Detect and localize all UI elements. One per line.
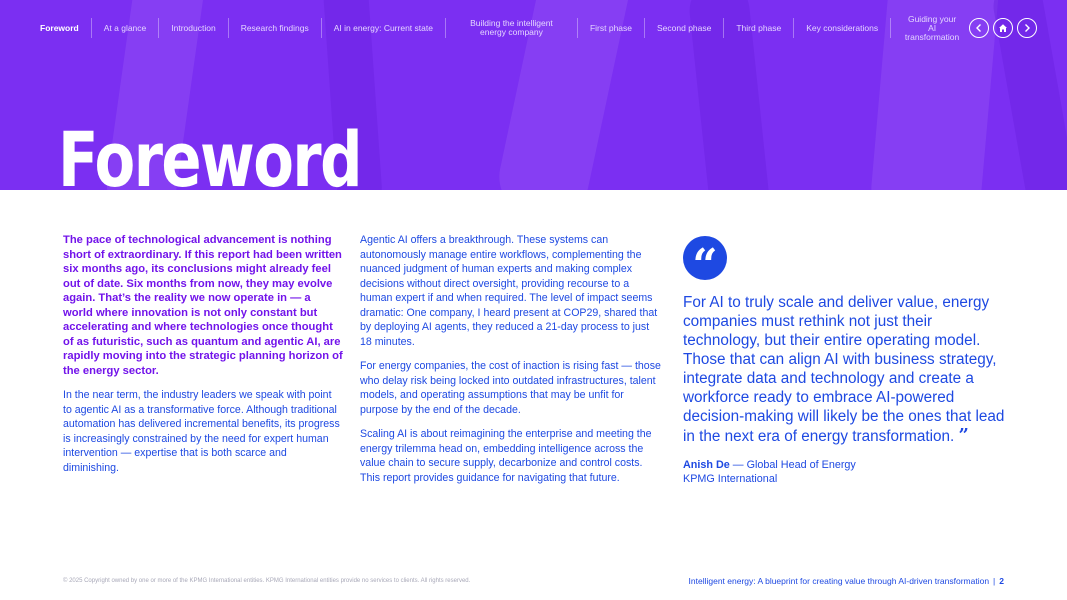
column-one <box>63 233 343 485</box>
copyright-notice: © 2025 Copyright owned by one or more of the KPMG International entities. KPMG International entities provide no services to clients. All rights reserved. <box>63 578 471 584</box>
quote-icon <box>683 236 727 291</box>
nav-item-at-a-glance[interactable]: At a glance <box>92 18 160 38</box>
previous-page-button[interactable] <box>969 18 989 38</box>
nav-item-third-phase[interactable]: Third phase <box>724 18 794 38</box>
footer-document-info <box>689 576 1004 586</box>
quote-role: — Global Head of Energy <box>732 459 856 471</box>
quote-text <box>683 293 1013 446</box>
nav-item-foreword[interactable]: Foreword <box>30 18 92 38</box>
footer-separator: | <box>993 576 996 586</box>
page-title: Foreword <box>58 115 361 190</box>
nav-item-building-intelligent-energy-company[interactable]: Building the intelligent energy company <box>446 18 578 38</box>
home-button[interactable] <box>993 18 1013 38</box>
home-icon <box>998 23 1008 33</box>
lead-paragraph: The pace of technological advancement is nothing short of extraordinary. If this report had been written six months ago, its conclusions might already feel out of date. Six months from now, they may evolve again. That’s the reality we now operate in — a world where innovation is not only constant but accelerating and where technologies once thought of as futuristic, such as quantum and agentic AI, are rapidly moving into the strategic planning horizon of the energy sector. <box>63 234 343 377</box>
page-number: 2 <box>999 576 1004 586</box>
quote-attribution <box>683 458 1013 486</box>
top-navigation <box>30 13 977 42</box>
nav-item-ai-in-energy[interactable]: AI in energy: Current state <box>322 18 446 38</box>
nav-item-introduction[interactable]: Introduction <box>159 18 228 38</box>
next-page-button[interactable] <box>1017 18 1037 38</box>
nav-item-key-considerations[interactable]: Key considerations <box>794 18 891 38</box>
chevron-left-icon <box>974 23 984 33</box>
nav-item-second-phase[interactable]: Second phase <box>645 18 724 38</box>
body-paragraph: In the near term, the industry leaders we speak with point to agentic AI as a transformative force. Although traditional automation has delivered incremental benefits, its progress is increasingly constrained by the need for expert human intervention — expertise that is both scarce and diminishing. <box>63 389 340 474</box>
quote-author: Anish De <box>683 459 730 471</box>
chevron-right-icon <box>1022 23 1032 33</box>
page-nav-buttons <box>969 18 1037 38</box>
quote-body: For AI to truly scale and deliver value, energy companies must rethink not just their technology, but their entire operating model. Those that can align AI with business strategy, integrate data and technology and create a workforce ready to embrace AI-powered decision-making will likely be the ones that lead in the next era of energy transformation. <box>683 294 1005 445</box>
nav-item-guiding-ai-transformation[interactable]: Guiding your AI transformation <box>904 13 960 42</box>
open-quote-mark: “ <box>692 240 718 291</box>
hero-banner <box>0 0 1067 190</box>
body-paragraph: Scaling AI is about reimagining the enterprise and meeting the energy trilemma head on, embedding intelligence across the value chain to secure supply, decarbonize and control costs. This report provides guidance for navigating that future. <box>360 428 652 484</box>
pull-quote <box>683 236 1013 486</box>
nav-item-research-findings[interactable]: Research findings <box>229 18 322 38</box>
body-paragraph: For energy companies, the cost of inaction is rising fast — those who delay risk being locked into outdated infrastructures, talent models, and operating assumptions that may be unfit for purpose by the end of the decade. <box>360 360 661 416</box>
document-title: Intelligent energy: A blueprint for creating value through AI-driven transformation <box>688 576 990 586</box>
column-two <box>360 233 662 495</box>
body-paragraph: Agentic AI offers a breakthrough. These systems can autonomously manage entire workflows, complementing the nuanced judgment of human experts and making complex decisions without direct oversight, providing recourse to a human expert if and when required. The level of impact seems dramatic: One company, I heard present at COP29, shared that by deploying AI agents, they reduced a 21-day process to just 18 minutes. <box>360 234 658 348</box>
quote-organization: KPMG International <box>683 473 778 485</box>
nav-item-first-phase[interactable]: First phase <box>578 18 645 38</box>
close-quote-mark: ” <box>958 425 969 446</box>
